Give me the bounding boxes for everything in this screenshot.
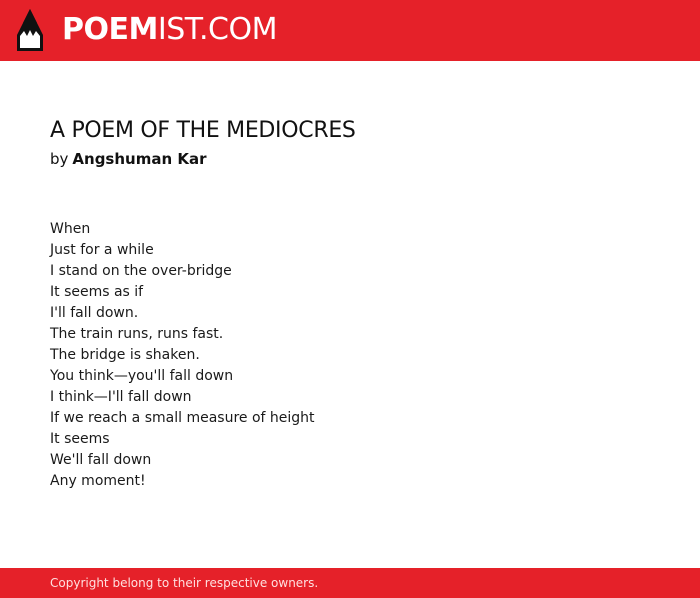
poem-line: I think—I'll fall down — [50, 389, 192, 405]
poem-line: We'll fall down — [50, 452, 152, 468]
poem-line: I stand on the over-bridge — [50, 263, 232, 279]
poem-body — [50, 219, 315, 492]
by-label: by — [50, 150, 69, 168]
pencil-tip-icon[interactable] — [17, 9, 43, 51]
site-footer — [0, 568, 700, 598]
poem-line: The train runs, runs fast. — [50, 326, 224, 342]
byline — [50, 148, 207, 170]
poem-line: Just for a while — [50, 242, 154, 258]
poem-line: Any moment! — [50, 473, 146, 489]
logo-text-light: IST.COM — [157, 12, 277, 47]
poem-line: If we reach a small measure of height — [50, 410, 315, 426]
site-logo-text[interactable] — [62, 12, 277, 48]
poem-line: It seems — [50, 431, 110, 447]
author-name: Angshuman Kar — [72, 150, 207, 168]
site-header — [0, 0, 700, 61]
copyright-text: Copyright belong to their respective owners. — [50, 576, 319, 590]
logo-text-bold: POEM — [62, 12, 158, 47]
poem-line: You think—you'll fall down — [50, 368, 234, 384]
poem-line: The bridge is shaken. — [50, 347, 200, 363]
poem-line: It seems as if — [50, 284, 144, 300]
poem-line: When — [50, 221, 91, 237]
poem-line: I'll fall down. — [50, 305, 139, 321]
poem-title: A POEM OF THE MEDIOCRES — [50, 118, 356, 143]
